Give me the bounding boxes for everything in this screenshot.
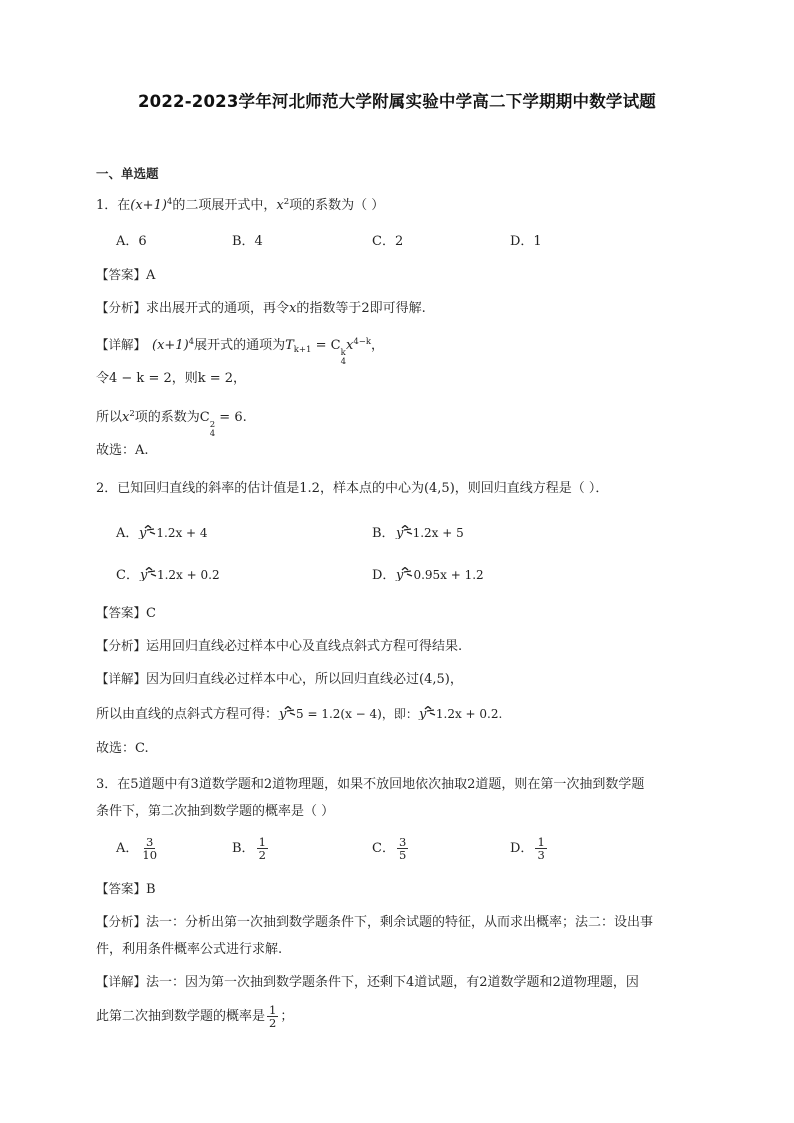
y-hat-icon bbox=[395, 567, 413, 581]
q1-option-d: D．1 bbox=[510, 234, 542, 249]
section-heading: 一、单选题 bbox=[96, 166, 159, 181]
q2-option-d: D． 0.95x + 1.2 bbox=[372, 568, 484, 583]
q2-option-b: B． 1.2x + 5 bbox=[372, 526, 464, 541]
q1-detail: 【详解】 $(x+1)^4$展开式的通项为$T_{k+1} = C$ k 4 $x^{4-k}$， bbox=[96, 337, 385, 367]
q1-detail-line2: 令4 − k = 2，则k = 2， bbox=[96, 371, 247, 386]
q1-option-b: B．4 bbox=[232, 234, 263, 249]
q3-analysis: 【分析】法一：分析出第一次抽到数学题条件下，剩余试题的特征，从而求出概率；法二：设出事 bbox=[96, 914, 654, 930]
q1-detail-line3: 所以$x^2$项的系数为C 2 4 = 6. bbox=[96, 409, 247, 439]
q1-answer: 【答案】A bbox=[96, 267, 156, 283]
q3-option-c: C． $\frac{3}{5}$ bbox=[372, 835, 407, 862]
q3-stem-line1: 3．在5道题中有3道数学题和2道物理题，如果不放回地依次抽取2道题，则在第一次抽到数学题 bbox=[96, 777, 645, 792]
q3-analysis-line2: 件，利用条件概率公式进行求解. bbox=[96, 942, 283, 957]
page-title: 2022-2023学年河北师范大学附属实验中学高二下学期期中数学试题 bbox=[138, 92, 656, 111]
q2-option-a: A． 1.2x + 4 bbox=[116, 526, 208, 541]
q1-option-c: C．2 bbox=[372, 234, 404, 249]
y-hat-icon bbox=[278, 706, 296, 720]
q3-option-d: D． $\frac{1}{3}$ bbox=[510, 835, 545, 862]
q2-analysis: 【分析】运用回归直线必过样本中心及直线点斜式方程可得结果. bbox=[96, 638, 463, 654]
q3-detail: 【详解】法一：因为第一次抽到数学题条件下，还剩下4道试题，有2道数学题和2道物理题，因 bbox=[96, 974, 639, 990]
q3-answer: 【答案】B bbox=[96, 881, 156, 897]
q2-detail-line2: 所以由直线的点斜式方程可得： 5 = 1.2(x − 4)，即： 1.2x + 0.2. bbox=[96, 707, 503, 722]
q1-option-a: A．6 bbox=[116, 234, 147, 249]
q2-option-c: C． 1.2x + 0.2 bbox=[116, 568, 220, 583]
q2-answer: 【答案】C bbox=[96, 605, 156, 621]
q3-stem-line2: 条件下，第二次抽到数学题的概率是（ ） bbox=[96, 804, 335, 819]
q1-stem: 1．在$(x+1)^4$的二项展开式中，$x^2$项的系数为（ ） bbox=[96, 197, 385, 213]
y-hat-icon bbox=[138, 525, 156, 539]
y-hat-icon bbox=[139, 567, 157, 581]
y-hat-icon bbox=[418, 706, 436, 720]
q3-detail-line2: 此第二次抽到数学题的概率是 $\frac{1}{2}$ ； bbox=[96, 1003, 294, 1030]
q1-conclusion: 故选：A. bbox=[96, 443, 149, 458]
q2-stem: 2．已知回归直线的斜率的估计值是1.2，样本点的中心为(4,5)，则回归直线方程是（ ）． bbox=[96, 481, 609, 496]
q1-analysis: 【分析】求出展开式的通项，再令x的指数等于2即可得解. bbox=[96, 300, 426, 316]
y-hat-icon bbox=[395, 525, 413, 539]
q3-option-a: A． $\frac{3}{10}$ bbox=[116, 835, 158, 862]
q2-conclusion: 故选：C. bbox=[96, 741, 149, 756]
q3-option-b: B． $\frac{1}{2}$ bbox=[232, 835, 266, 862]
q2-detail: 【详解】因为回归直线必过样本中心，所以回归直线必过(4,5)， bbox=[96, 671, 463, 687]
